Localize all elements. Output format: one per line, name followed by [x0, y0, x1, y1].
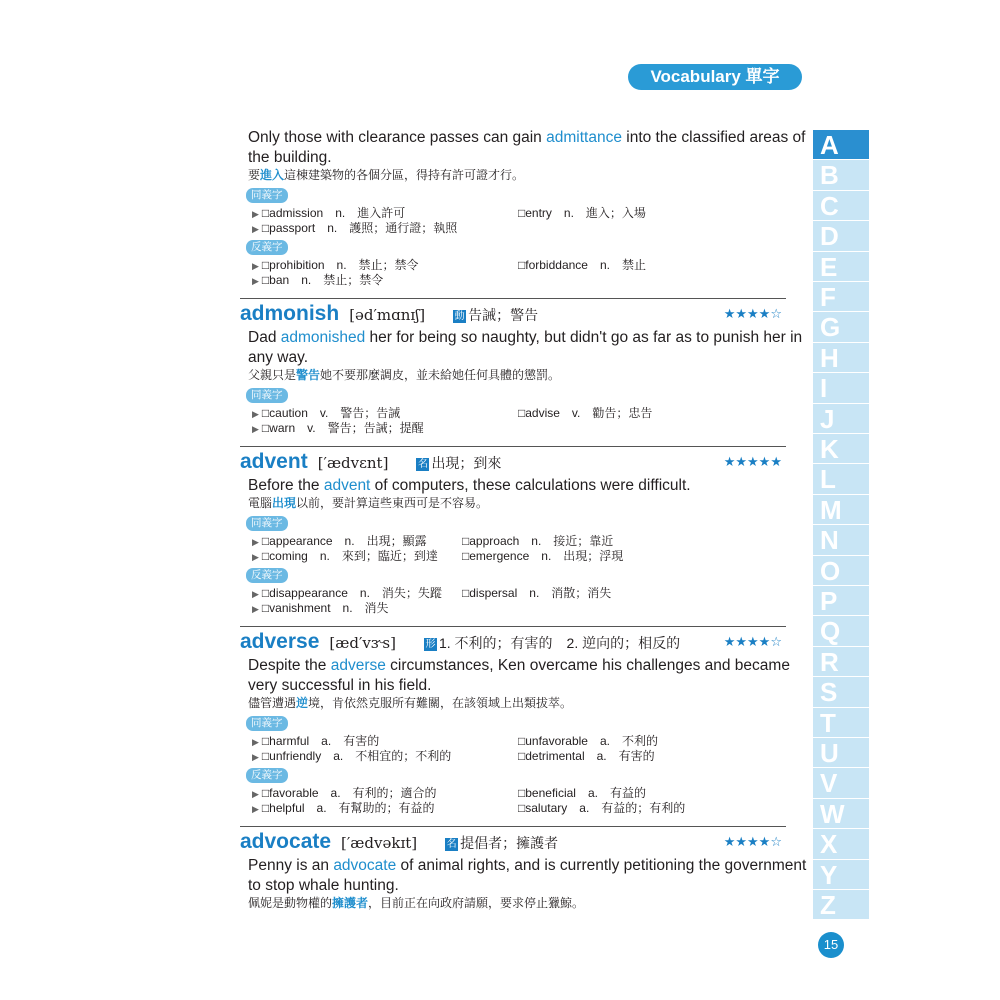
- vocabulary-page: [240, 0, 807, 1000]
- example-sentence: Only those with clearance passes can gain admittance into the classified areas of: [248, 129, 806, 146]
- antonym-tag: 反義字: [246, 768, 288, 783]
- alphabet-index: [813, 130, 869, 920]
- example-sentence: Penny is an advocate of animal rights, and is currently petitioning the government: [248, 857, 807, 874]
- alphabet-tab-z[interactable]: Z: [813, 890, 869, 920]
- definition: 提倡者；擁護者: [460, 835, 559, 851]
- synonym-item: ▶ □admission n. 進入許可: [252, 206, 406, 220]
- alphabet-tab-x[interactable]: X: [813, 829, 869, 859]
- antonym-item: □beneficial a. 有益的: [518, 786, 646, 800]
- alphabet-tab-i[interactable]: I: [813, 373, 869, 403]
- highlight-word: advent: [323, 477, 371, 494]
- synonym-item: ▶ □caution v. 警告；告誡: [252, 406, 401, 420]
- alphabet-tab-f[interactable]: F: [813, 282, 869, 312]
- headword: advent: [240, 450, 308, 473]
- definition: 出現；到來: [431, 455, 502, 471]
- example-sentence: Despite the adverse circumstances, Ken overcame his challenges and became: [248, 657, 790, 674]
- synonym-item: ▶ □harmful a. 有害的: [252, 734, 380, 748]
- alphabet-tab-r[interactable]: R: [813, 647, 869, 677]
- arrow-icon: ▶: [252, 537, 259, 547]
- part-of-speech-badge: 名: [417, 459, 428, 470]
- part-of-speech-badge: 動: [454, 311, 465, 322]
- highlight-word: admittance: [546, 129, 622, 146]
- synonym-tag: 同義字: [246, 716, 288, 731]
- alphabet-tab-c[interactable]: C: [813, 191, 869, 221]
- difficulty-stars: ★★★★☆: [723, 634, 782, 649]
- arrow-icon: ▶: [252, 752, 259, 762]
- headword: advocate: [240, 830, 332, 853]
- arrow-icon: ▶: [252, 209, 259, 219]
- arrow-icon: ▶: [252, 261, 259, 271]
- difficulty-stars: ★★★★☆: [723, 834, 782, 849]
- synonym-item: ▶ □unfriendly a. 不相宜的；不利的: [252, 749, 452, 763]
- difficulty-stars: ★★★★★: [723, 454, 782, 469]
- example-sentence-line2: very successful in his field.: [248, 677, 432, 694]
- antonym-item: □forbiddance n. 禁止: [518, 258, 646, 272]
- antonym-tag: 反義字: [246, 568, 288, 583]
- antonym-item: ▶ □ban n. 禁止；禁令: [252, 273, 384, 287]
- entry-headline: [240, 301, 538, 327]
- example-sentence: Dad admonished her for being so naughty, but didn't go as far as to punish her in: [248, 329, 803, 346]
- highlight-word: advocate: [333, 857, 397, 874]
- antonym-item: ▶ □vanishment n. 消失: [252, 601, 389, 615]
- antonym-item: ▶ □favorable a. 有利的；適合的: [252, 786, 437, 800]
- pronunciation: [′ædvəkɪt]: [341, 834, 418, 852]
- antonym-item: □salutary a. 有益的；有利的: [518, 801, 686, 815]
- example-sentence-line2: the building.: [248, 149, 332, 166]
- alphabet-tab-g[interactable]: G: [813, 312, 869, 342]
- entry-divider: [240, 826, 786, 827]
- alphabet-tab-y[interactable]: Y: [813, 860, 869, 890]
- alphabet-tab-k[interactable]: K: [813, 434, 869, 464]
- definition: 1. 不利的；有害的 2. 逆向的；相反的: [438, 635, 681, 651]
- synonym-item: □advise v. 勸告；忠告: [518, 406, 653, 420]
- alphabet-tab-e[interactable]: E: [813, 252, 869, 282]
- example-sentence: Before the advent of computers, these calculations were difficult.: [248, 477, 691, 494]
- arrow-icon: ▶: [252, 789, 259, 799]
- synonym-item: ▶ □warn v. 警告；告誡；提醒: [252, 421, 424, 435]
- example-translation: 儘管遭遇逆境，肯依然克服所有難關，在該領域上出類拔萃。: [248, 696, 573, 710]
- synonym-item: □emergence n. 出現；浮現: [462, 549, 624, 563]
- synonym-tag: 同義字: [246, 388, 288, 403]
- antonym-tag: 反義字: [246, 240, 288, 255]
- entry-headline: [240, 449, 501, 475]
- alphabet-tab-h[interactable]: H: [813, 343, 869, 373]
- alphabet-tab-u[interactable]: U: [813, 738, 869, 768]
- entry-divider: [240, 626, 786, 627]
- example-sentence-line2: to stop whale hunting.: [248, 877, 399, 894]
- section-header: Vocabulary 單字: [628, 64, 802, 90]
- example-sentence-line2: any way.: [248, 349, 309, 366]
- synonym-item: □detrimental a. 有害的: [518, 749, 655, 763]
- alphabet-tab-b[interactable]: B: [813, 160, 869, 190]
- definition: 告誡；警告: [468, 307, 539, 323]
- headword: admonish: [240, 302, 340, 325]
- arrow-icon: ▶: [252, 737, 259, 747]
- arrow-icon: ▶: [252, 224, 259, 234]
- part-of-speech-badge: 形: [425, 639, 436, 650]
- synonym-item: ▶ □coming n. 來到；臨近；到達: [252, 549, 438, 563]
- alphabet-tab-j[interactable]: J: [813, 404, 869, 434]
- alphabet-tab-q[interactable]: Q: [813, 616, 869, 646]
- alphabet-tab-v[interactable]: V: [813, 768, 869, 798]
- example-translation: 佩妮是動物權的擁護者，目前正在向政府請願，要求停止獵鯨。: [248, 896, 585, 910]
- alphabet-tab-l[interactable]: L: [813, 464, 869, 494]
- arrow-icon: ▶: [252, 589, 259, 599]
- synonym-item: □entry n. 進入；入場: [518, 206, 646, 220]
- arrow-icon: ▶: [252, 276, 259, 286]
- part-of-speech-badge: 名: [446, 839, 457, 850]
- highlight-word: admonished: [280, 329, 366, 346]
- entry-divider: [240, 298, 786, 299]
- arrow-icon: ▶: [252, 424, 259, 434]
- synonym-tag: 同義字: [246, 188, 288, 203]
- antonym-item: ▶ □prohibition n. 禁止；禁令: [252, 258, 419, 272]
- synonym-item: □approach n. 接近；靠近: [462, 534, 614, 548]
- alphabet-tab-s[interactable]: S: [813, 677, 869, 707]
- example-translation: 父親只是警告她不要那麼調皮，並未給她任何具體的懲罰。: [248, 368, 561, 382]
- headword: adverse: [240, 630, 320, 653]
- alphabet-tab-t[interactable]: T: [813, 708, 869, 738]
- page-number: 15: [818, 932, 844, 958]
- synonym-item: ▶ □passport n. 護照；通行證；執照: [252, 221, 458, 235]
- entry-divider: [240, 446, 786, 447]
- entry-headline: [240, 629, 680, 655]
- pronunciation: [əd′mɑnɪʃ]: [349, 306, 426, 324]
- arrow-icon: ▶: [252, 804, 259, 814]
- alphabet-tab-m[interactable]: M: [813, 495, 869, 525]
- synonym-item: ▶ □appearance n. 出現；顯露: [252, 534, 427, 548]
- arrow-icon: ▶: [252, 552, 259, 562]
- synonym-tag: 同義字: [246, 516, 288, 531]
- antonym-item: ▶ □helpful a. 有幫助的；有益的: [252, 801, 435, 815]
- highlight-word: adverse: [330, 657, 386, 674]
- difficulty-stars: ★★★★☆: [723, 306, 782, 321]
- alphabet-tab-p[interactable]: P: [813, 586, 869, 616]
- synonym-item: □unfavorable a. 不利的: [518, 734, 658, 748]
- pronunciation: [æd′vɝs]: [329, 634, 396, 652]
- alphabet-tab-o[interactable]: O: [813, 556, 869, 586]
- antonym-item: ▶ □disappearance n. 消失；失蹤: [252, 586, 442, 600]
- pronunciation: [′ædvɛnt]: [317, 454, 389, 472]
- example-translation: 電腦出現以前，要計算這些東西可是不容易。: [248, 496, 489, 510]
- alphabet-tab-d[interactable]: D: [813, 221, 869, 251]
- arrow-icon: ▶: [252, 604, 259, 614]
- arrow-icon: ▶: [252, 409, 259, 419]
- alphabet-tab-w[interactable]: W: [813, 799, 869, 829]
- alphabet-tab-n[interactable]: N: [813, 525, 869, 555]
- example-translation: 要進入這棟建築物的各個分區，得持有許可證才行。: [248, 168, 525, 182]
- entry-headline: [240, 829, 558, 855]
- antonym-item: □dispersal n. 消散；消失: [462, 586, 612, 600]
- alphabet-tab-a[interactable]: A: [813, 130, 869, 160]
